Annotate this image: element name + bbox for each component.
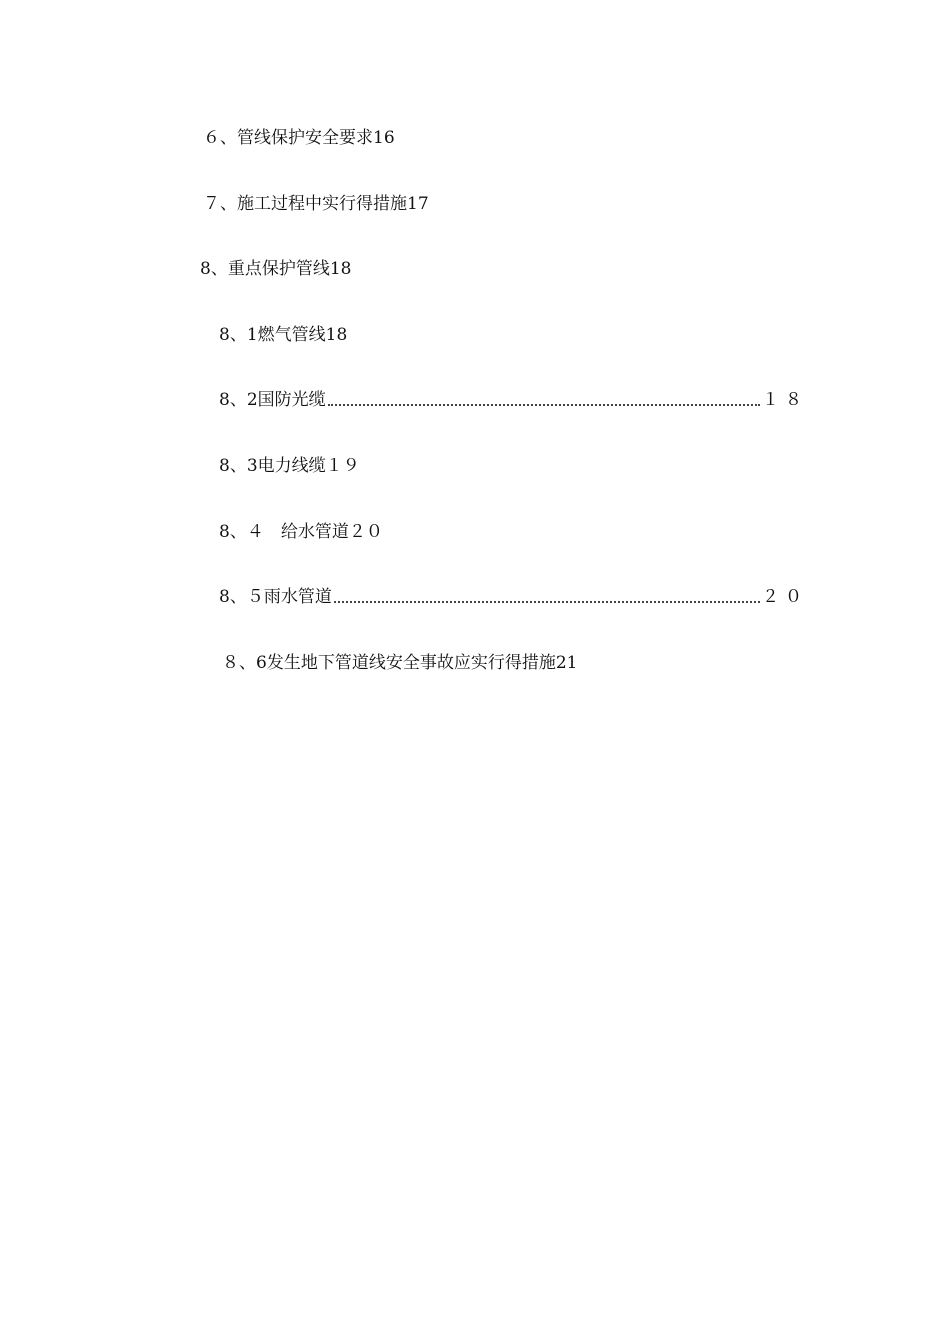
toc-entry — [203, 127, 395, 149]
toc-entry-label: 8、3电力线缆１９ — [219, 456, 360, 476]
toc-entry-label: 8、重点保护管线18 — [200, 259, 352, 279]
toc-entry-label: ８、6发生地下管道线安全事故应实行得措施21 — [222, 653, 578, 673]
toc-entry — [219, 389, 808, 411]
toc-entry — [219, 586, 808, 608]
toc-entry-label: ６、管线保护安全要求16 — [203, 128, 395, 148]
toc-entry-label: 8、1燃气管线18 — [219, 325, 348, 345]
toc-entry-label: ７、施工过程中实行得措施17 — [203, 194, 429, 214]
toc-entry-label: 8、４ 给水管道２０ — [219, 522, 383, 542]
toc-entry-label: 8、５雨水管道 — [219, 587, 332, 607]
toc-entry — [222, 652, 577, 674]
toc-entry — [219, 455, 360, 477]
dot-leader — [328, 404, 760, 406]
toc-entry — [219, 324, 347, 346]
dot-leader — [334, 601, 760, 603]
toc-entry — [200, 258, 351, 280]
toc-entry — [203, 193, 429, 215]
toc-entry-page: ２０ — [762, 587, 808, 607]
toc-entry-page: １８ — [762, 390, 808, 410]
toc-entry — [219, 521, 383, 543]
toc-entry-label: 8、2国防光缆 — [219, 390, 326, 410]
